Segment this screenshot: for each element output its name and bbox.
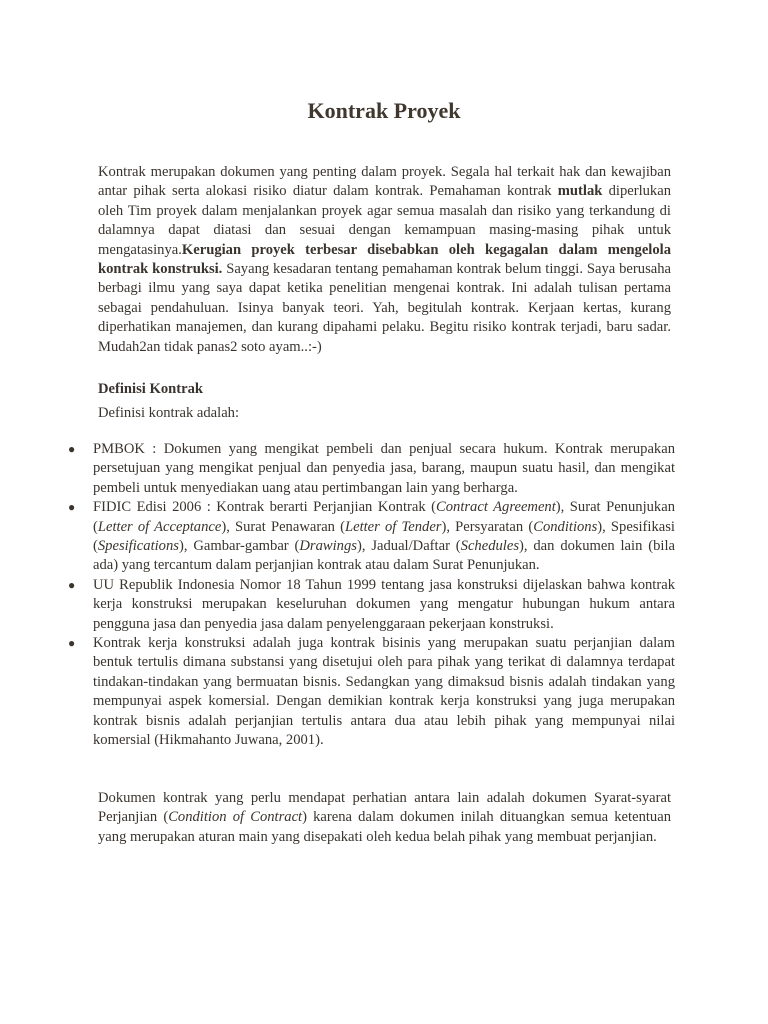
intro-bold-mutlak: mutlak	[557, 183, 603, 200]
bullet-icon: ●	[68, 636, 76, 651]
list-item-text: ), Gambar-gambar (	[178, 538, 300, 555]
closing-paragraph	[98, 789, 671, 847]
italic-term: Letter of Tender	[344, 518, 442, 535]
definition-intro: Definisi kontrak adalah:	[98, 405, 240, 421]
italic-term: Drawings	[299, 538, 357, 555]
section-heading: Definisi Kontrak	[98, 381, 203, 397]
italic-term: Schedules	[460, 538, 520, 555]
bullet-icon: ●	[68, 577, 76, 592]
list-item-text: FIDIC Edisi 2006 : Kontrak berarti Perjanjian Kontrak (	[93, 499, 436, 516]
italic-term: Letter of Acceptance	[97, 518, 222, 535]
list-item	[68, 634, 675, 750]
list-item-text: PMBOK : Dokumen yang mengikat pembeli dan penjual secara hukum. Kontrak merupakan persetujuan yang mengikat penjual dan penyedia jasa, barang, maupun suatu hasil, dan mengikat pembeli untuk menyediakan uang atau pertimbangan lain yang berharga.	[93, 441, 675, 496]
closing-text-1: Dokumen kontrak yang perlu mendapat perhatian antara lain adalah dokumen Syarat-syarat Perjanjian (	[98, 790, 671, 826]
list-item	[68, 576, 675, 634]
intro-bold-statement: Kerugian proyek terbesar disebabkan oleh kegagalan dalam mengelola kontrak konstruksi.	[98, 241, 671, 278]
italic-term: Contract Agreement	[436, 499, 556, 516]
bullet-icon: ●	[68, 500, 76, 515]
intro-text-1: Kontrak merupakan dokumen yang penting dalam proyek. Segala hal terkait hak dan kewajiban antar pihak serta alokasi risiko diatur dalam kontrak. Pemahaman kontrak	[98, 164, 671, 200]
list-item-text: ), Persyaratan (	[441, 518, 534, 535]
page-title: Kontrak Proyek	[307, 98, 461, 123]
list-item-text: UU Republik Indonesia Nomor 18 Tahun 1999 tentang jasa konstruksi dijelaskan bahwa kontrak kerja konstruksi merupakan keseluruhan dokumen yang mengatur hubungan hukum antara pengguna jasa dan penyedia jasa dalam penyelenggaraan pekerjaan konstruksi.	[93, 576, 675, 632]
intro-text-2: diperlukan oleh Tim proyek dalam menjalankan proyek agar semua masalah dan risiko yang terkandung di dalamnya dapat diatasi dan sesuai dengan kemampuan masing-masing pihak untuk mengatasinya.	[98, 183, 672, 258]
list-item-text: ), Jadual/Daftar (	[356, 538, 461, 555]
definition-list	[68, 440, 675, 751]
list-item-text: ), Spesifikasi (	[93, 518, 675, 555]
list-item-text: ), dan dokumen lain (bila ada) yang tercantum dalam perjanjian kontrak atau dalam Surat Penunjukan.	[93, 538, 675, 574]
italic-term: Spesifications	[97, 538, 179, 555]
intro-text-3: Sayang kesadaran tentang pemahaman kontrak belum tinggi. Saya berusaha berbagi ilmu yang saya dapat ketika penelitian mengenai kontrak. Ini adalah tulisan pertama sebagai pendahuluan. Isinya banyak teori. Yah, begitulah kontrak. Kerjaan kertas, kurang diperhatikan manajemen, dan kurang dipahami pelaku. Begitu risiko kontrak terjadi, baru sadar. Mudah2an tidak panas2 soto ayam..:-)	[98, 261, 671, 355]
list-item-text: ), Surat Penunjukan (	[93, 499, 675, 535]
bullet-icon: ●	[68, 442, 76, 456]
list-item-text: Kontrak kerja konstruksi adalah juga kontrak bisinis yang merupakan suatu perjanjian dalam bentuk tertulis dimana substansi yang disetujui oleh para pihak yang terikat di dalamnya terdapat tindakan-tindakan yang bermuatan bisnis. Sedangkan yang dimaksud bisnis adalah tindakan yang mempunyai aspek komersial. Dengan demikian kontrak kerja konstruksi yang juga merupakan kontrak bisnis adalah perjanjian tertulis antara dua atau lebih pihak yang mempunyai nilai komersial (Hikmahanto Juwana, 2001).	[93, 635, 675, 749]
closing-text-2: ) karena dalam dokumen inilah dituangkan semua ketentuan yang merupakan aturan main yang disepakati oleh kedua belah pihak yang membuat perjanjian.	[98, 809, 671, 845]
italic-term: Conditions	[533, 518, 598, 535]
intro-paragraph	[98, 163, 671, 357]
list-item-text: ), Surat Penawaran (	[221, 518, 345, 535]
list-item	[68, 498, 675, 576]
italic-term: Condition of Contract	[168, 809, 303, 826]
list-item	[68, 440, 675, 498]
